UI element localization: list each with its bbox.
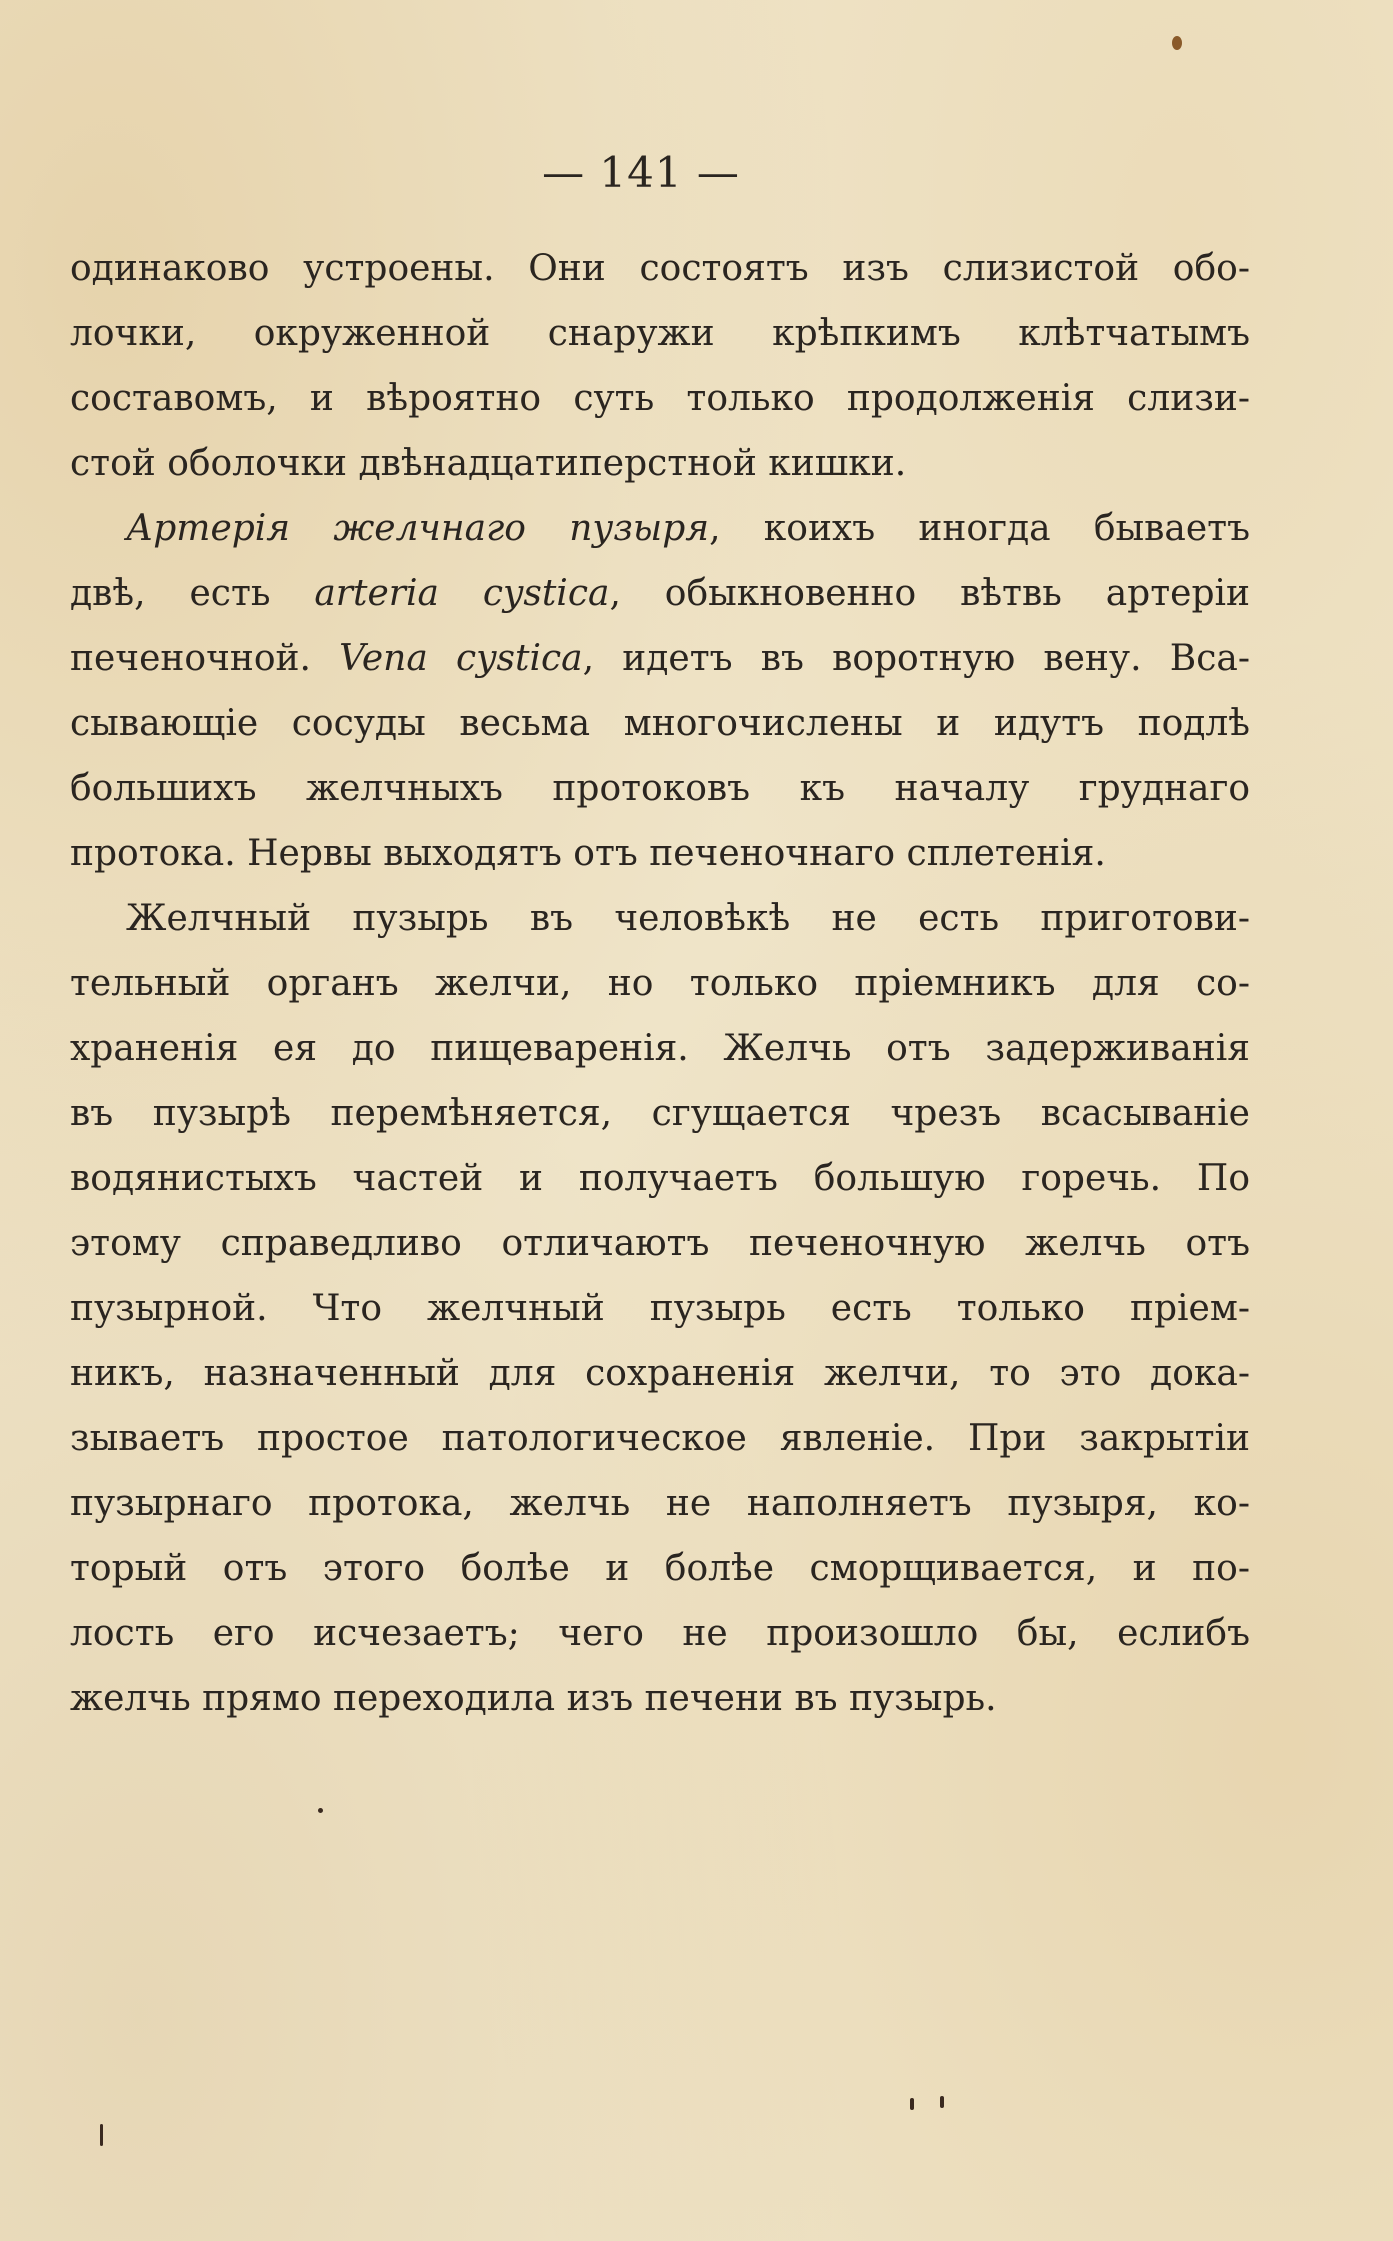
text-line: лочки, окруженной снаружи крѣпкимъ клѣтчатымъ	[70, 313, 1250, 354]
paragraph	[70, 886, 1250, 1731]
text-line: двѣ, есть arteria cystica, обыкновенно вѣтвь артеріи	[70, 573, 1250, 614]
text-line: лость его исчезаетъ; чего не произошло бы, еслибъ	[70, 1613, 1250, 1654]
text-line: желчь прямо переходила изъ печени въ пузырь.	[70, 1678, 997, 1719]
ink-speck	[318, 1808, 323, 1813]
text-line: этому справедливо отличаютъ печеночную желчь отъ	[70, 1223, 1250, 1264]
text-line: Артерія желчнаго пузыря, коихъ иногда бываетъ	[126, 508, 1250, 549]
text-line: протока. Нервы выходятъ отъ печеночнаго сплетенія.	[70, 833, 1106, 874]
text-line: большихъ желчныхъ протоковъ къ началу груднаго	[70, 768, 1250, 809]
italic-term: arteria cystica	[314, 573, 610, 614]
text-line: Желчный пузырь въ человѣкѣ не есть приготови-	[126, 898, 1250, 939]
body-text	[70, 236, 1250, 1731]
text-line: печеночной. Vena cystica, идетъ въ воротную вену. Вса-	[70, 638, 1250, 679]
ink-speck	[100, 2124, 103, 2146]
italic-term: Vena cystica	[339, 638, 583, 679]
text-line: тельный органъ желчи, но только пріемникъ для со-	[70, 963, 1250, 1004]
page-number: — 141 —	[542, 148, 740, 197]
paragraph	[70, 236, 1250, 496]
ink-speck	[1172, 36, 1182, 50]
text-line: торый отъ этого болѣе и болѣе сморщивается, и по-	[70, 1548, 1250, 1589]
ink-speck	[910, 2098, 914, 2110]
text-line: составомъ, и вѣроятно суть только продолженія слизи-	[70, 378, 1250, 419]
paragraph	[70, 496, 1250, 886]
text-line: пузырной. Что желчный пузырь есть только пріем-	[70, 1288, 1250, 1329]
text-line: никъ, назначенный для сохраненія желчи, то это дока-	[70, 1353, 1250, 1394]
text-line: одинаково устроены. Они состоятъ изъ слизистой обо-	[70, 248, 1250, 289]
text-line: стой оболочки двѣнадцатиперстной кишки.	[70, 443, 907, 484]
text-line: храненія ея до пищеваренія. Желчь отъ задерживанія	[70, 1028, 1250, 1069]
ink-speck	[940, 2096, 944, 2108]
text-line: въ пузырѣ перемѣняется, сгущается чрезъ всасываніе	[70, 1093, 1250, 1134]
italic-term: Артерія желчнаго пузыря	[126, 508, 710, 549]
text-line: пузырнаго протока, желчь не наполняетъ пузыря, ко-	[70, 1483, 1250, 1524]
text-line: сывающіе сосуды весьма многочислены и идутъ подлѣ	[70, 703, 1250, 744]
text-line: зываетъ простое патологическое явленіе. При закрытіи	[70, 1418, 1250, 1459]
text-line: водянистыхъ частей и получаетъ большую горечь. По	[70, 1158, 1250, 1199]
